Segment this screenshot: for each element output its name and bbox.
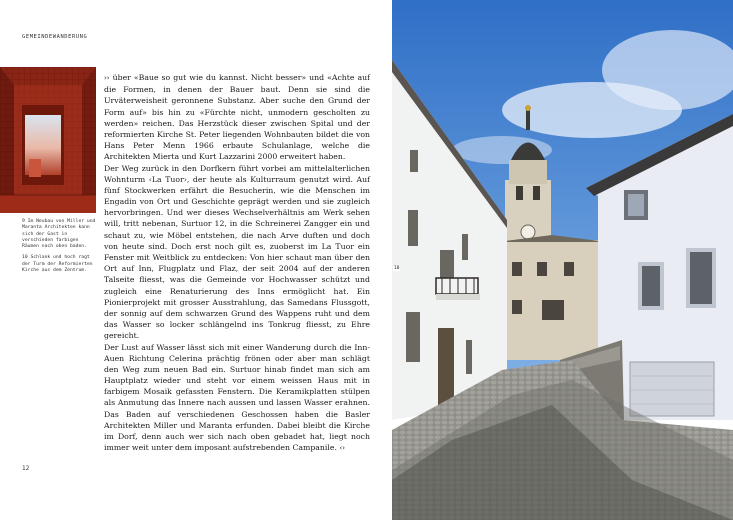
page-number: 12 — [22, 465, 30, 472]
section-title: GEMEINDEWANDERUNG — [22, 34, 88, 40]
village-street-photo — [392, 0, 733, 520]
caption-bath: 9 Im Neubau von Miller und Maranta Architekten kann sich der Gast in verschieden farbigen Räumen nach oben baden. — [22, 219, 96, 250]
start-marker: ›› — [104, 74, 110, 82]
end-marker: ‹› — [339, 444, 346, 453]
body-paragraph: Der Lust auf Wasser lässt sich mit einer Wanderung durch die Inn-Auen Richtung Celerina prächtig frönen oder aber man schlägt den Weg zum neuen Bad ein. Surtuor hinab findet man sich am Hauptplatz wieder und steht vor einem weissen Haus mit in farbigem Mosaik gefassten Fenstern. Die Keramikplatten stülpen als Anmutung das Innere nach aussen und lassen Wasser erahnen. Das Baden auf verschiedenen Geschossen haben die Basler Architekten Miller und Maranta erfunden. Dabei bleibt die Kirche im Dorf, denn auch wer sich nach oben gebadet hat, liegt noch immer weit unter dem imposant aufstrebenden Campanile. ‹› — [104, 342, 370, 453]
body-paragraph: ›› über «Baue so gut wie du kannst. Nicht besser» und «Achte auf die Formen, in denen der Bauer baut. Denn sie sind die Urväterweisheit geronnene Substanz. Aber suche den Grund der Form auf» bis hin zu «Fürchte nicht, unmodern gescholten zu werden» reichen. Das Herzstück dieser zwischen Spital und der reformierten Kirche St. Peter liegenden Wohnbauten bildet die von Hans Peter Menn 1966 erbaute Schulanlage, welche die Architekten Mierta und Kurt Lazzarini 2000 erweitert haben. — [104, 73, 370, 162]
captions — [22, 219, 96, 279]
body-text — [104, 72, 370, 454]
body-paragraph: Der Weg zurück in den Dorfkern führt vorbei am mittelalterlichen Wohnturm ‹La Tuor›, der heute als Kulturraum genutzt wird. Auf fünf Stockwerken erfährt die Besucherin, wie die Menschen im Engadin von Ort und Geschichte geprägt werden und sie zugleich hervorbringen. Und wer dieses Wechselverhältnis am Werk sehen will, tritt nebenan, Surtuor 12, in die Schreinerei Zangger ein und schaut zu, wie Möbel entstehen, die nach Arve duften und doch von heute sind. Doch erst noch gilt es, zuoberst im La Tuor ein Fenster mit Weitblick zu entdecken: Von hier schaut man über den Ort auf Inn, Flugplatz und Flaz, der seit 2004 auf der anderen Talseite fliesst, was die Gemeinde vor Hochwasser schützt und zugleich eine Renaturierung des Inns ermöglicht hat. Ein Pionierprojekt mit grosser Ausstrahlung, das Samedans Flussgott, der sonnig auf dem schwarzen Grund des Wappens ruht und dem das Wasser so locker schlängelnd ins Tonkrug fliesst, zu Ehre gereicht. — [104, 163, 370, 341]
bath-interior-illustration — [0, 67, 96, 213]
photo-number-small: 9 — [91, 274, 94, 279]
photo-number-large: 10 — [394, 266, 400, 271]
caption-tower: 10 Schlank und hoch ragt der Turm der Reformierten Kirche aus dem Zentrum. — [22, 255, 93, 274]
right-page — [392, 0, 733, 520]
